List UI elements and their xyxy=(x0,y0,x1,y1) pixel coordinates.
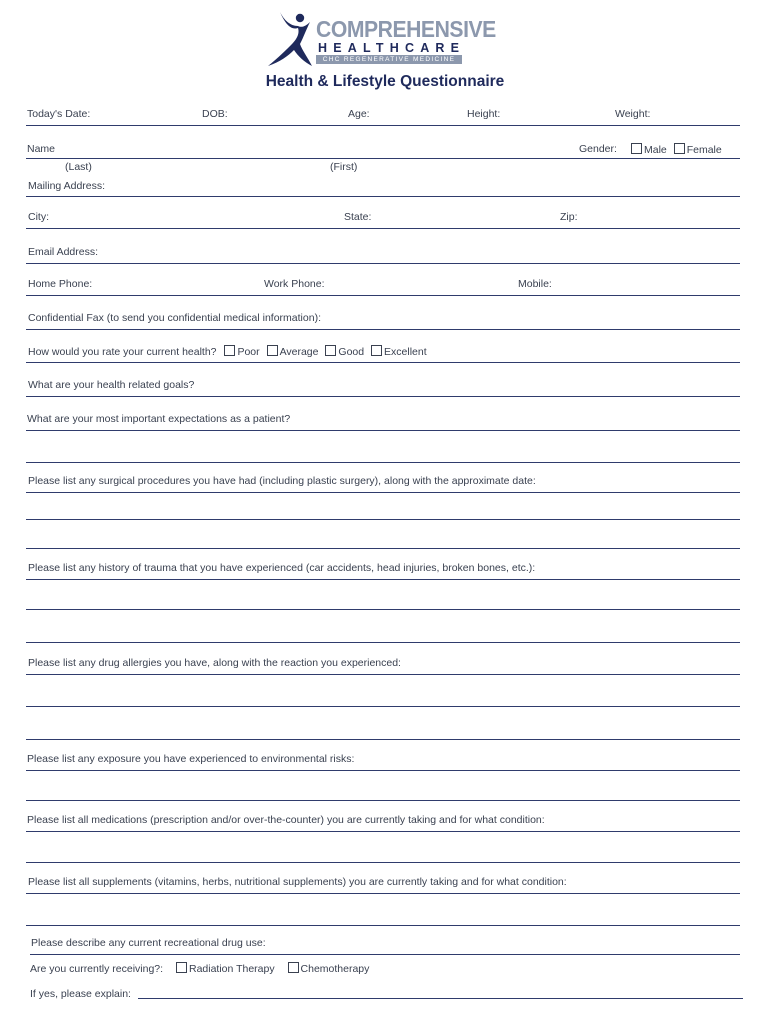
last-name-hint: (Last) xyxy=(65,161,92,173)
mailing-address-label: Mailing Address: xyxy=(28,180,106,192)
female-checkbox[interactable] xyxy=(674,143,685,154)
supplements-label: Please list all supplements (vitamins, herbs, nutritional supplements) you are currently taking and for what condition: xyxy=(28,876,567,888)
medications-line-1[interactable] xyxy=(26,831,740,832)
fax-label: Confidential Fax (to send you confidential medical information): xyxy=(28,312,321,324)
good-checkbox[interactable] xyxy=(325,345,336,356)
trauma-line-1[interactable] xyxy=(26,579,740,580)
city-line[interactable] xyxy=(26,228,740,229)
health-rating-label: How would you rate your current health? xyxy=(28,346,217,358)
receiving-label: Are you currently receiving?: xyxy=(30,963,164,975)
mailing-address-line[interactable] xyxy=(26,196,740,197)
female-label: Female xyxy=(686,144,722,156)
trauma-line-2[interactable] xyxy=(26,609,740,610)
logo-tagline: CHC REGENERATIVE MEDICINE xyxy=(316,55,462,64)
expectations-label: What are your most important expectations as a patient? xyxy=(27,413,291,425)
zip-label: Zip: xyxy=(560,211,578,223)
expectations-line-2[interactable] xyxy=(26,462,740,463)
dob-label: DOB: xyxy=(202,108,228,120)
male-checkbox[interactable] xyxy=(631,143,642,154)
medications-label: Please list all medications (prescription and/or over-the-counter) you are currently taking and for what condition: xyxy=(27,814,545,826)
radiation-checkbox[interactable] xyxy=(176,962,187,973)
poor-checkbox[interactable] xyxy=(224,345,235,356)
medications-line-2[interactable] xyxy=(26,862,740,863)
excellent-label: Excellent xyxy=(384,346,427,358)
radiation-label: Radiation Therapy xyxy=(188,963,275,975)
good-label: Good xyxy=(338,346,365,358)
supplements-line-2[interactable] xyxy=(26,925,740,926)
allergies-line-1[interactable] xyxy=(26,674,740,675)
health-rating-row xyxy=(28,345,431,359)
chemo-checkbox[interactable] xyxy=(288,962,299,973)
name-label: Name xyxy=(27,143,56,155)
recreational-line[interactable] xyxy=(30,954,740,955)
exposure-label: Please list any exposure you have experienced to environmental risks: xyxy=(27,753,355,765)
receiving-row xyxy=(30,962,373,976)
expectations-line-1[interactable] xyxy=(26,430,740,431)
fax-line[interactable] xyxy=(26,329,740,330)
state-label: State: xyxy=(344,211,372,223)
exposure-line-2[interactable] xyxy=(26,800,740,801)
phone-line[interactable] xyxy=(26,295,740,296)
excellent-checkbox[interactable] xyxy=(371,345,382,356)
logo xyxy=(266,8,496,70)
age-label: Age: xyxy=(348,108,370,120)
exposure-line-1[interactable] xyxy=(26,770,740,771)
surgical-line-2[interactable] xyxy=(26,519,740,520)
surgical-line-3[interactable] xyxy=(26,548,740,549)
weight-label: Weight: xyxy=(615,108,651,120)
goals-label: What are your health related goals? xyxy=(28,379,195,391)
chemo-label: Chemotherapy xyxy=(300,963,370,975)
email-line[interactable] xyxy=(26,263,740,264)
average-checkbox[interactable] xyxy=(267,345,278,356)
allergies-label: Please list any drug allergies you have, along with the reaction you experienced: xyxy=(28,657,401,669)
city-label: City: xyxy=(28,211,49,223)
first-name-hint: (First) xyxy=(330,161,358,173)
logo-word-comprehensive: COMPREHENSIVE xyxy=(316,16,496,42)
home-phone-label: Home Phone: xyxy=(28,278,93,290)
email-label: Email Address: xyxy=(28,246,99,258)
name-line[interactable] xyxy=(26,158,740,159)
allergies-line-2[interactable] xyxy=(26,706,740,707)
mobile-label: Mobile: xyxy=(518,278,552,290)
average-label: Average xyxy=(279,346,319,358)
surgical-label: Please list any surgical procedures you have had (including plastic surgery), along with the approximate date: xyxy=(28,475,536,487)
male-label: Male xyxy=(644,144,667,156)
logo-word-healthcare: HEALTHCARE xyxy=(318,41,466,55)
explain-label: If yes, please explain: xyxy=(30,988,131,1000)
work-phone-label: Work Phone: xyxy=(264,278,325,290)
recreational-label: Please describe any current recreational drug use: xyxy=(31,937,266,949)
height-label: Height: xyxy=(467,108,501,120)
goals-line[interactable] xyxy=(26,396,740,397)
todays-date-label: Today's Date: xyxy=(27,108,91,120)
figure-icon xyxy=(266,8,318,70)
allergies-line-3[interactable] xyxy=(26,739,740,740)
explain-line[interactable] xyxy=(138,998,743,999)
trauma-line-3[interactable] xyxy=(26,642,740,643)
gender-options xyxy=(631,143,726,157)
trauma-label: Please list any history of trauma that you have experienced (car accidents, head injuries, broken bones, etc.): xyxy=(28,562,536,574)
poor-label: Poor xyxy=(237,346,260,358)
page-title: Health & Lifestyle Questionnaire xyxy=(265,73,505,90)
health-rating-line[interactable] xyxy=(26,362,740,363)
gender-label: Gender: xyxy=(579,143,617,155)
supplements-line-1[interactable] xyxy=(26,893,740,894)
todays-date-row-line[interactable] xyxy=(26,125,740,126)
surgical-line-1[interactable] xyxy=(26,492,740,493)
